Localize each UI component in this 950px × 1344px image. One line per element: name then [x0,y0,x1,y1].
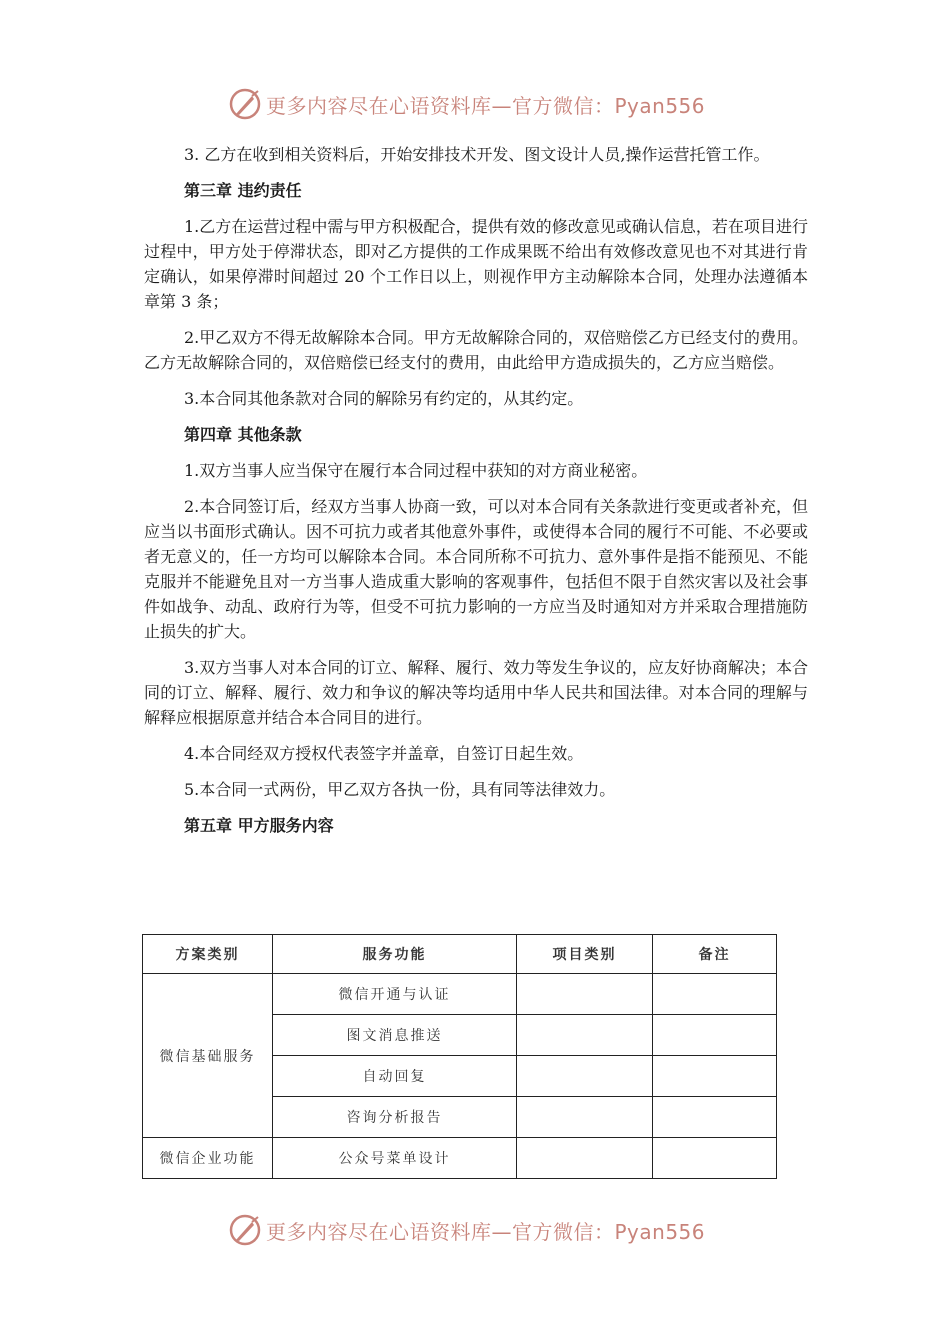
chapter-5-title: 第五章 甲方服务内容 [184,816,334,835]
paragraph: 2.甲乙双方不得无故解除本合同。甲方无故解除合同的，双倍赔偿乙方已经支付的费用。乙方无故解除合同的，双倍赔偿已经支付的费用，由此给甲方造成损失的，乙方应当赔偿。 [144,328,808,372]
service-table [142,934,777,1179]
header-banner [228,84,728,124]
header-cell: 服务功能 [273,935,517,974]
quill-logo-icon [228,1213,262,1247]
empty-cell [653,1138,777,1179]
header-cell: 备注 [653,935,777,974]
empty-cell [653,1056,777,1097]
paragraph: 4.本合同经双方授权代表签字并盖章，自签订日起生效。 [184,744,584,763]
paragraph: 1.乙方在运营过程中需与甲方积极配合，提供有效的修改意见或确认信息，若在项目进行过程中，甲方处于停滞状态，即对乙方提供的工作成果既不给出有效修改意见也不对其进行肯定确认，如果停滞时间超过 20 个工作日以上，则视作甲方主动解除本合同，处理办法遵循本章第 3 条； [144,217,808,311]
paragraph: 2.本合同签订后，经双方当事人协商一致，可以对本合同有关条款进行变更或者补充，但应当以书面形式确认。因不可抗力或者其他意外事件，或使得本合同的履行不可能、不必要或者无意义的，任一方均可以解除本合同。本合同所称不可抗力、意外事件是指不能预见、不能克服并不能避免且对一方当事人造成重大影响的客观事件，包括但不限于自然灾害以及社会事件如战争、动乱、政府行为等，但受不可抗力影响的一方应当及时通知对方并采取合理措施防止损失的扩大。 [144,497,808,641]
chapter-4-title: 第四章 其他条款 [184,425,302,444]
empty-cell [517,1015,653,1056]
table-row [143,974,777,1015]
category-cell: 微信基础服务 [143,974,273,1138]
function-cell: 咨询分析报告 [273,1097,517,1138]
empty-cell [517,974,653,1015]
paragraph: 1.双方当事人应当保守在履行本合同过程中获知的对方商业秘密。 [184,461,648,480]
empty-cell [517,1138,653,1179]
empty-cell [517,1056,653,1097]
function-cell: 自动回复 [273,1056,517,1097]
paragraph: 3.双方当事人对本合同的订立、解释、履行、效力等发生争议的，应友好协商解决；本合同的订立、解释、履行、效力和争议的解决等均适用中华人民共和国法律。对本合同的理解与解释应根据原意并结合本合同目的进行。 [144,658,808,727]
empty-cell [517,1097,653,1138]
banner-text: 更多内容尽在心语资料库—官方微信：Pyan556 [266,93,706,118]
header-cell: 方案类别 [143,935,273,974]
category-cell: 微信企业功能 [143,1138,273,1179]
function-cell: 微信开通与认证 [273,974,517,1015]
empty-cell [653,1097,777,1138]
function-cell: 公众号菜单设计 [273,1138,517,1179]
header-cell: 项目类别 [517,935,653,974]
banner-text: 更多内容尽在心语资料库—官方微信：Pyan556 [266,1219,706,1244]
quill-logo-icon [228,87,262,121]
table-header-row [143,935,777,974]
function-cell: 图文消息推送 [273,1015,517,1056]
empty-cell [653,974,777,1015]
paragraph: 5.本合同一式两份，甲乙双方各执一份，具有同等法律效力。 [184,780,616,799]
contract-body [144,142,808,849]
paragraph: 3.本合同其他条款对合同的解除另有约定的，从其约定。 [184,389,584,408]
empty-cell [653,1015,777,1056]
chapter-3-title: 第三章 违约责任 [184,181,302,200]
table-row [143,1138,777,1179]
paragraph: 3. 乙方在收到相关资料后，开始安排技术开发、图文设计人员,操作运营托管工作。 [184,145,770,164]
footer-banner [228,1210,728,1250]
